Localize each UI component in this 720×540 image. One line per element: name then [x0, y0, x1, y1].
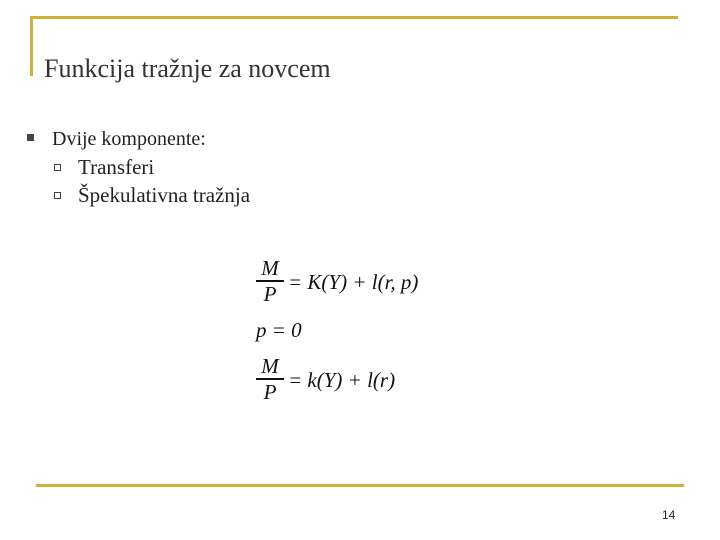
sub-bullet-text: Transferi: [78, 155, 155, 179]
slide-title: Funkcija tražnje za novcem: [44, 54, 331, 83]
equation-rhs: = k(Y) + l(r): [288, 368, 396, 392]
hollow-square-bullet-icon: [54, 164, 61, 171]
square-bullet-icon: [27, 134, 34, 141]
fraction-denominator: P: [263, 379, 277, 404]
page-number: 14: [662, 508, 676, 522]
frame-bottom-rule: [36, 484, 684, 487]
sub-bullet-text: Špekulativna tražnja: [78, 183, 251, 207]
hollow-square-bullet-icon: [54, 192, 61, 199]
fraction: [254, 354, 286, 404]
bullet-text: Dvije komponente:: [52, 128, 206, 150]
frame-top-rule: [30, 16, 678, 19]
fraction-denominator: P: [263, 281, 277, 306]
equation-rhs: = K(Y) + l(r, p): [288, 270, 419, 294]
frame-left-rule: [30, 16, 33, 76]
fraction-numerator: M: [261, 256, 279, 280]
fraction: [254, 256, 286, 306]
equation-2: p = 0: [256, 318, 302, 342]
fraction-numerator: M: [261, 354, 279, 378]
